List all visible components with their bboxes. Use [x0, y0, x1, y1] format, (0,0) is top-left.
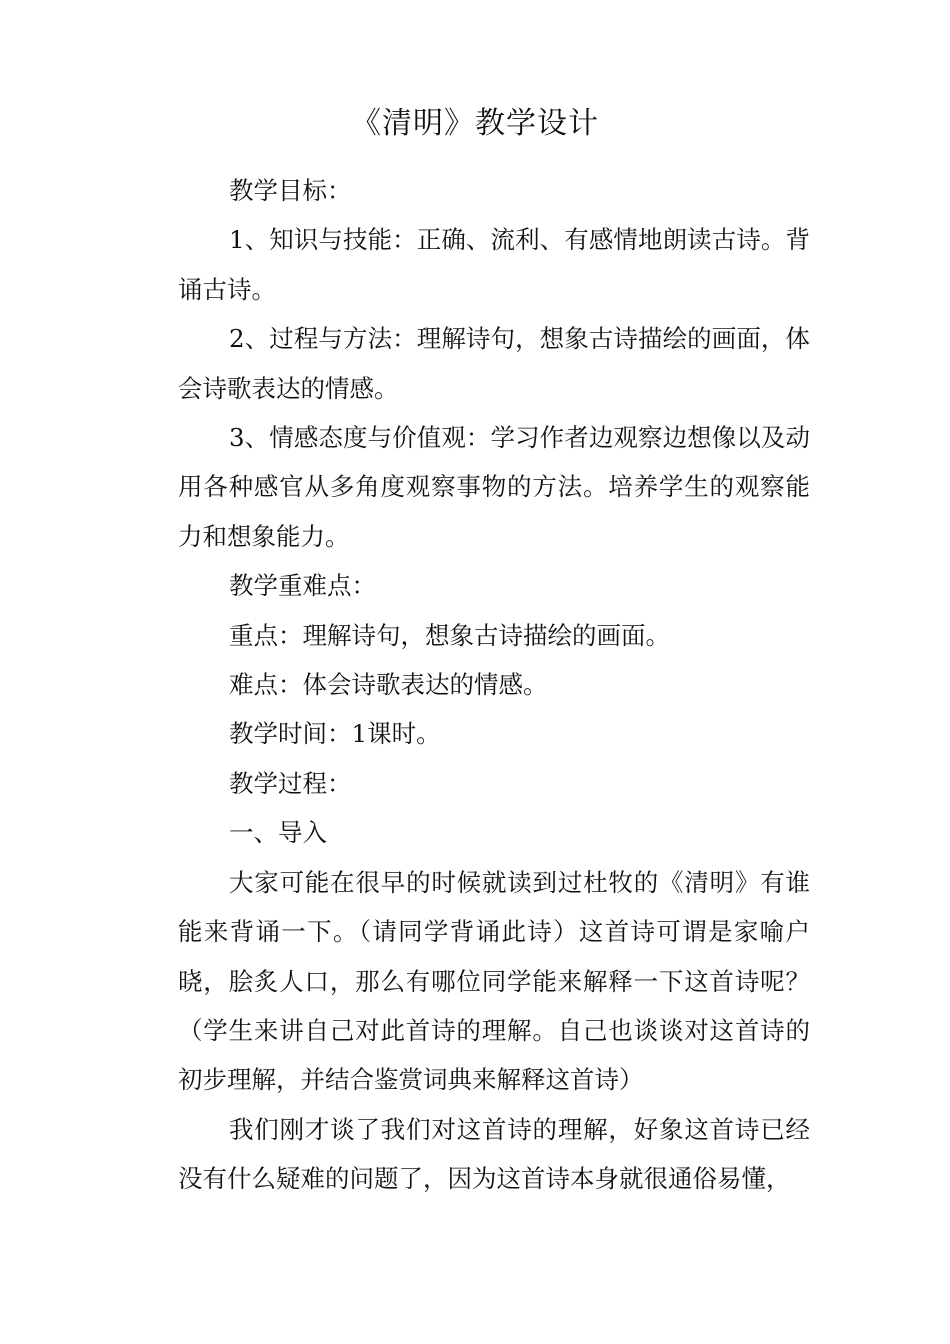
document-body — [178, 166, 810, 1204]
paragraph-objectives-heading: 教学目标： — [229, 176, 352, 205]
paragraph-key-point: 重点：理解诗句，想象古诗描绘的画面。 — [229, 620, 670, 650]
paragraph-teaching-time: 教学时间：1课时。 — [229, 719, 441, 749]
paragraph-key-points-heading: 教学重难点： — [229, 571, 376, 601]
paragraph-introduction-text: 大家可能在很早的时候就读到过杜牧的《清明》有谁能来背诵一下。（请同学背诵此诗）这首诗可谓是家喻户晓，脍炙人口，那么有哪位同学能来解释一下这首诗呢？（学生来讲自己对此首诗的理解。自己也谈谈对这首诗的初步理解，并结合鉴赏词典来解释这首诗） — [178, 867, 810, 1095]
paragraph-objective-attitude: 3、情感态度与价值观：学习作者边观察边想像以及动用各种感官从多角度观察事物的方法。培养学生的观察能力和想象能力。 — [178, 423, 810, 551]
paragraph-process-heading: 教学过程： — [229, 768, 352, 798]
paragraph-difficult-point: 难点：体会诗歌表达的情感。 — [229, 670, 548, 700]
paragraph-objective-process: 2、过程与方法：理解诗句，想象古诗描绘的画面，体会诗歌表达的情感。 — [178, 324, 810, 403]
paragraph-objective-knowledge: 1、知识与技能：正确、流利、有感情地朗读古诗。背诵古诗。 — [178, 225, 810, 304]
paragraph-discussion-text: 我们刚才谈了我们对这首诗的理解，好象这首诗已经没有什么疑难的问题了，因为这首诗本身就很通俗易懂， — [178, 1114, 810, 1194]
document-title: 《清明》教学设计 — [351, 106, 599, 141]
paragraph-section-introduction: 一、导入 — [229, 818, 327, 848]
